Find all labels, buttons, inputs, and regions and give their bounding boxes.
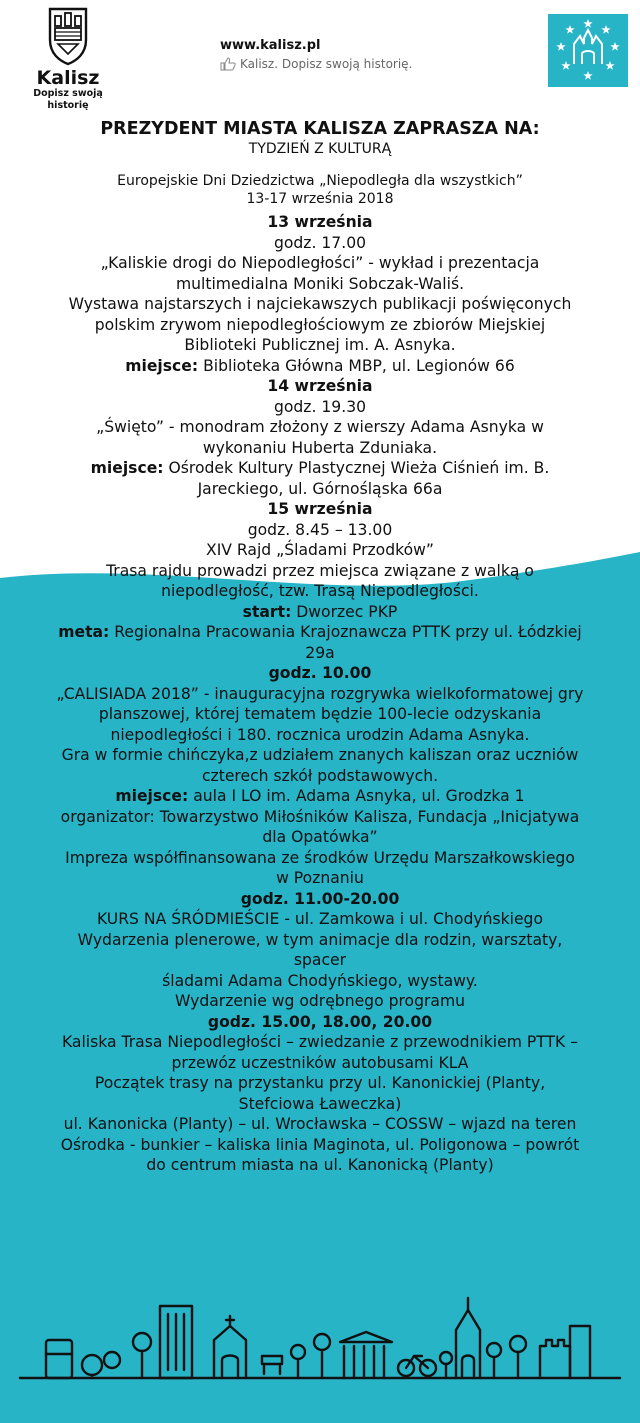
kurs-line: Wydarzenie wg odrębnego programu bbox=[174, 992, 466, 1010]
organizer-line: dla Opatówka” bbox=[262, 828, 378, 846]
day-14-place bbox=[0, 458, 640, 479]
kalisz-crest-icon bbox=[46, 6, 90, 66]
european-heritage-days-icon bbox=[548, 14, 628, 87]
city-tagline: Dopisz swoją historię bbox=[33, 88, 103, 111]
page-subtitle: TYDZIEŃ Z KULTURĄ bbox=[248, 141, 392, 157]
kurs-line: spacer bbox=[293, 951, 347, 969]
place-label: miejsce: bbox=[90, 459, 164, 477]
kurs-time: godz. 11.00-20.00 bbox=[240, 889, 400, 908]
event-program bbox=[0, 118, 640, 1176]
day-13-place bbox=[0, 356, 640, 377]
day-15-time: godz. 8.45 – 13.00 bbox=[247, 520, 393, 539]
rally-finish-cont: 29a bbox=[305, 643, 335, 662]
rally-finish bbox=[0, 622, 640, 643]
day-14-time: godz. 19.30 bbox=[273, 397, 367, 416]
calisiada-time: godz. 10.00 bbox=[268, 664, 372, 682]
start-label: start: bbox=[242, 602, 292, 621]
day-13-line: Wystawa najstarszych i najciekawszych publikacji poświęconych bbox=[68, 295, 572, 313]
website-block bbox=[220, 38, 500, 72]
calisiada-line: czterech szkół podstawowych. bbox=[201, 766, 439, 785]
funding-line: w Poznaniu bbox=[276, 869, 364, 887]
trasa-time: godz. 15.00, 18.00, 20.00 bbox=[207, 1012, 433, 1031]
header bbox=[0, 0, 640, 112]
kurs-line: Wydarzenia plenerowe, w tym animacje dla rodzin, warsztaty, bbox=[77, 930, 563, 949]
organizer-line: organizator: Towarzystwo Miłośników Kalisza, Fundacja „Inicjatywa bbox=[60, 807, 580, 826]
rally-start bbox=[0, 602, 640, 623]
calisiada-place bbox=[0, 786, 640, 807]
finish-value: Regionalna Pracowania Krajoznawcza PTTK przy ul. Łódzkiej bbox=[109, 623, 582, 641]
trasa-line: do centrum miasta na ul. Kanonicką (Planty) bbox=[146, 1156, 494, 1174]
place-value: Ośrodek Kultury Plastycznej Wieża Ciśnień im. B. bbox=[163, 459, 550, 477]
trasa-line: Ośrodka - bunkier – kaliska linia Maginota, ul. Poligonowa – powrót bbox=[60, 1135, 580, 1154]
website-link[interactable]: www.kalisz.pl bbox=[220, 38, 321, 53]
kurs-line: śladami Adama Chodyńskiego, wystawy. bbox=[162, 971, 478, 990]
start-value: Dworzec PKP bbox=[291, 602, 398, 621]
thumbs-up-icon bbox=[220, 57, 236, 71]
day-13-line: Biblioteki Publicznej im. A. Asnyka. bbox=[184, 336, 456, 354]
day-13-line: multimedialna Moniki Sobczak-Waliś. bbox=[175, 274, 465, 293]
city-skyline-illustration bbox=[0, 1290, 640, 1423]
place-label: miejsce: bbox=[115, 787, 189, 805]
rally-name: XIV Rajd „Śladami Przodków” bbox=[206, 541, 434, 559]
trasa-line: ul. Kanonicka (Planty) – ul. Wrocławska – COSSW – wjazd na teren bbox=[63, 1115, 577, 1133]
calisiada-line: planszowej, której tematem będzie 100-lecie odzyskania bbox=[98, 705, 542, 723]
funding-line: Impreza współfinansowana ze środków Urzędu Marszałkowskiego bbox=[65, 848, 575, 867]
calisiada-line: niepodległości i 180. rocznica urodzin Adama Asnyka. bbox=[110, 725, 530, 744]
finish-label: meta: bbox=[58, 623, 110, 641]
trasa-line: Kaliska Trasa Niepodległości – zwiedzanie z przewodnikiem PTTK – bbox=[61, 1033, 579, 1051]
kalisz-logo[interactable] bbox=[12, 6, 124, 110]
day-13-date: 13 września bbox=[267, 213, 373, 231]
place-value: Biblioteka Główna MBP, ul. Legionów 66 bbox=[198, 356, 515, 375]
intro-line-1: Europejskie Dni Dziedzictwa „Niepodległa dla wszystkich” bbox=[117, 173, 523, 189]
day-14-line: wykonaniu Huberta Zduniaka. bbox=[202, 438, 438, 457]
trasa-line: przewóz uczestników autobusami KLA bbox=[171, 1053, 469, 1072]
day-13-time: godz. 17.00 bbox=[273, 233, 367, 252]
trasa-line: Początek trasy na przystanku przy ul. Kanonickiej (Planty, bbox=[94, 1074, 546, 1092]
calisiada-line: „CALISIADA 2018” - inauguracyjna rozgrywka wielkoformatowej gry bbox=[56, 684, 584, 703]
intro-line-2: 13-17 września 2018 bbox=[246, 191, 394, 207]
day-14-place-cont: Jareckiego, ul. Górnośląska 66a bbox=[197, 479, 443, 498]
page-title: PREZYDENT MIASTA KALISZA ZAPRASZA NA: bbox=[100, 119, 540, 139]
place-label: miejsce: bbox=[125, 356, 199, 375]
city-name: Kalisz bbox=[36, 67, 100, 89]
day-13-line: polskim zrywom niepodległościowym ze zbiorów Miejskiej bbox=[94, 315, 546, 334]
trasa-line: Stefciowa Ławeczka) bbox=[238, 1094, 402, 1113]
day-14-date: 14 września bbox=[267, 377, 373, 395]
european-heritage-days-logo bbox=[548, 14, 628, 87]
day-15-date: 15 września bbox=[267, 500, 373, 518]
slogan: Kalisz. Dopisz swoją historię. bbox=[240, 57, 413, 71]
kurs-line: KURS NA ŚRÓDMIEŚCIE - ul. Zamkowa i ul. Chodyńskiego bbox=[97, 910, 543, 928]
day-13-line: „Kaliskie drogi do Niepodległości” - wykład i prezentacja bbox=[100, 254, 540, 272]
day-14-line: „Święto” - monodram złożony z wierszy Adama Asnyka w bbox=[96, 418, 544, 436]
place-value: aula I LO im. Adama Asnyka, ul. Grodzka 1 bbox=[188, 787, 525, 805]
calisiada-line: Gra w formie chińczyka,z udziałem znanych kaliszan oraz uczniów bbox=[61, 746, 579, 764]
rally-line: Trasa rajdu prowadzi przez miejsca związane z walką o bbox=[106, 561, 534, 580]
rally-line: niepodległość, tzw. Trasą Niepodległości. bbox=[161, 582, 479, 600]
